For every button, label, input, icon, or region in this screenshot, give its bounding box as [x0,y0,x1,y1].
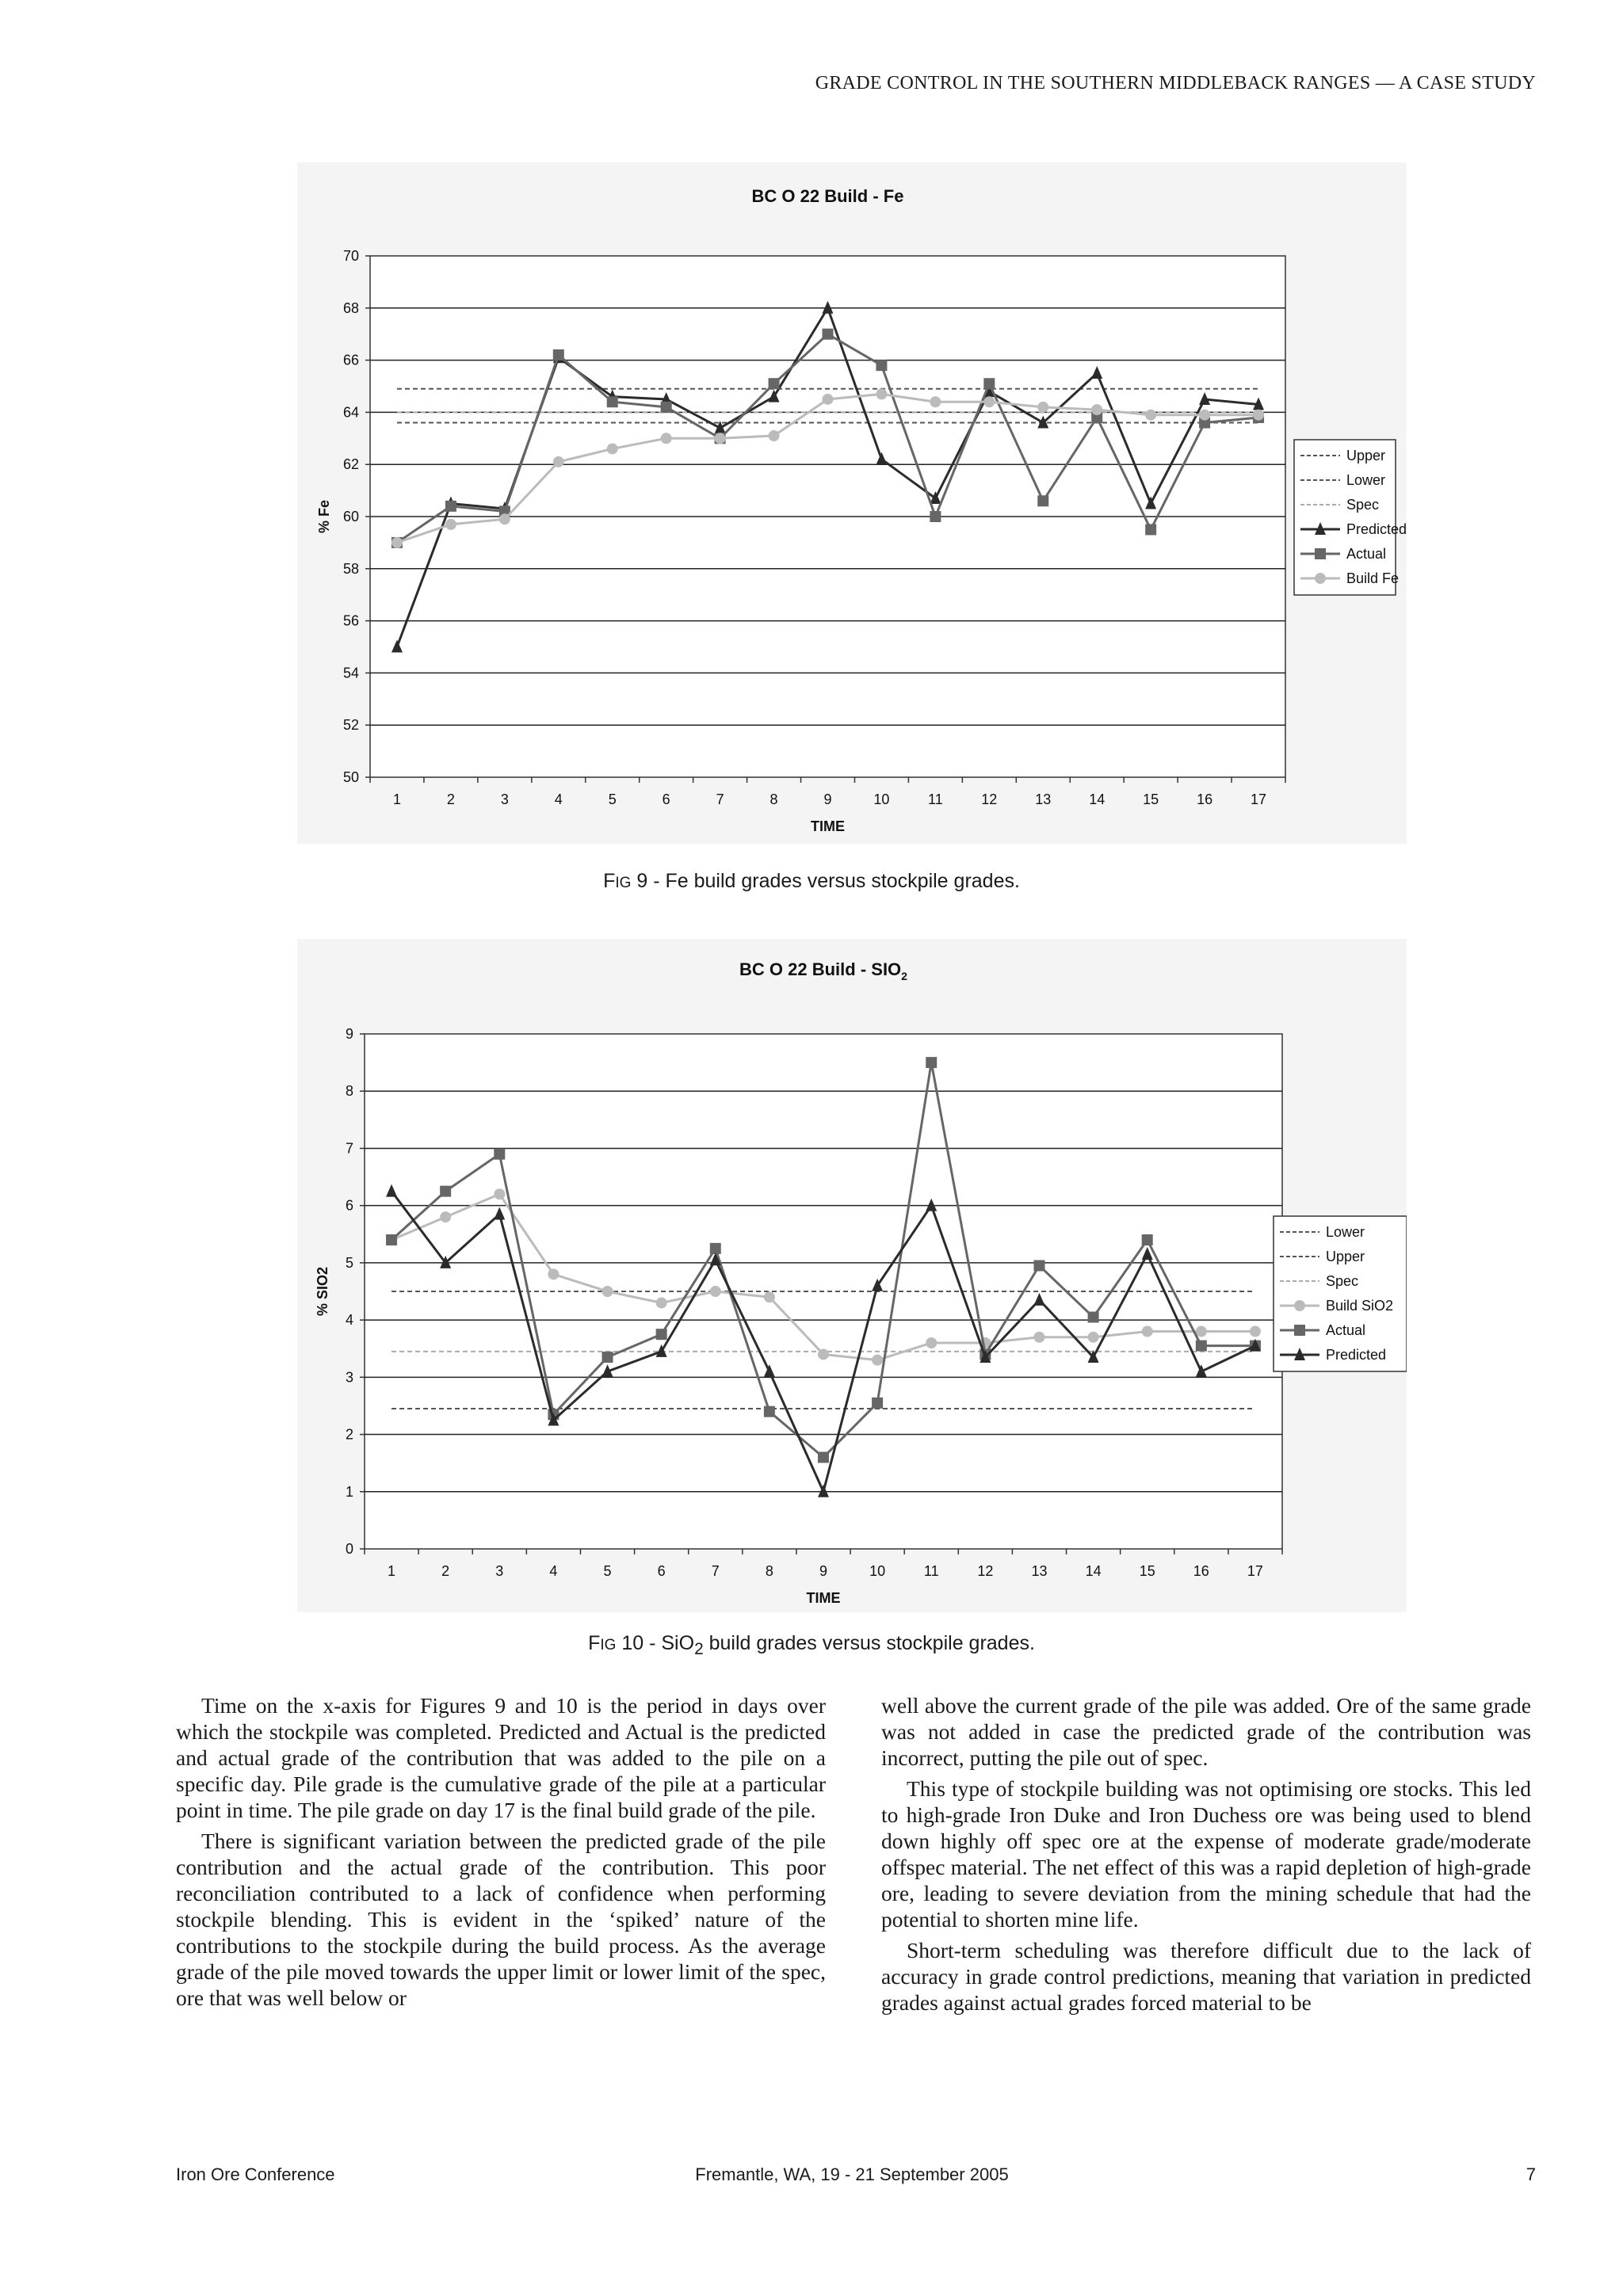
data-point-actual [769,378,780,389]
legend-entry: Actual [1326,1322,1366,1338]
chart-title: BC O 22 Build - Fe [751,186,904,206]
x-tick-label: 4 [549,1563,558,1579]
legend-entry: Spec [1326,1273,1359,1289]
data-point-actual [440,1186,451,1197]
x-tick-label: 4 [554,791,563,807]
data-point-actual [1088,1312,1099,1323]
data-point-build-fe [930,396,941,407]
y-tick-label: 8 [345,1083,353,1100]
data-point-actual [445,501,456,512]
x-tick-label: 5 [608,791,617,807]
data-point-build-fe [661,433,672,444]
y-tick-label: 54 [342,665,359,681]
x-tick-label: 10 [869,1563,886,1579]
x-tick-label: 10 [873,791,890,807]
x-tick-label: 6 [657,1563,666,1579]
data-point-build-sio2 [926,1337,937,1348]
data-point-actual [1196,1341,1207,1352]
x-tick-label: 11 [923,1563,939,1579]
legend-entry: Predicted [1346,521,1407,537]
footer-venue: Fremantle, WA, 19 - 21 September 2005 [695,2164,1009,2184]
y-axis-label: % SIO2 [315,1266,330,1317]
legend-marker [1315,573,1326,584]
x-axis-label: TIME [806,1590,841,1606]
data-point-build-fe [983,396,995,407]
data-point-actual [876,360,887,371]
figure-9-caption: FIG 9 - Fe build grades versus stockpile grades. [603,870,1020,892]
y-tick-label: 7 [345,1140,353,1157]
x-tick-label: 12 [977,1563,994,1579]
data-point-build-sio2 [1250,1326,1261,1337]
chart-title-subscript: 2 [901,970,907,982]
data-point-build-sio2 [548,1268,559,1280]
legend-entry: Build SiO2 [1326,1298,1394,1314]
data-point-build-sio2 [818,1348,829,1360]
legend-entry: Actual [1346,546,1387,562]
chart-title: BC O 22 Build - $SIO_2$ [739,959,907,982]
body-column-left [176,1692,826,2016]
y-tick-label: 58 [342,560,359,577]
x-tick-label: 2 [441,1563,450,1579]
data-point-build-fe [1145,410,1156,421]
data-point-actual [1145,524,1156,535]
x-tick-label: 7 [716,791,724,807]
x-tick-label: 17 [1247,1563,1263,1579]
x-tick-label: 11 [928,791,943,807]
footer-conference: Iron Ore Conference [176,2164,335,2184]
x-tick-label: 9 [819,1563,828,1579]
data-point-actual [386,1234,397,1245]
y-tick-label: 60 [342,509,359,524]
data-point-build-fe [823,394,834,405]
data-point-build-sio2 [1196,1326,1207,1337]
data-point-build-sio2 [1142,1326,1153,1337]
data-point-build-sio2 [440,1211,451,1222]
data-point-actual [710,1243,721,1254]
data-point-actual [872,1398,883,1409]
x-axis-label: TIME [811,818,845,834]
y-tick-label: 3 [345,1369,353,1386]
data-point-actual [661,402,672,413]
data-point-build-fe [876,388,887,399]
x-tick-label: 2 [446,791,455,807]
figure-sio2-chart [297,939,1407,1612]
legend-entry: Upper [1346,448,1386,463]
x-tick-label: 3 [495,1563,504,1579]
data-point-build-fe [715,433,726,444]
x-tick-label: 14 [1089,791,1106,807]
x-tick-label: 1 [388,1563,396,1579]
data-point-actual [607,396,618,407]
data-point-build-sio2 [656,1297,667,1308]
y-tick-label: 0 [345,1541,353,1557]
data-point-build-fe [1091,404,1102,415]
paragraph: Short-term scheduling was therefore difficult due to the lack of accuracy in grade control predictions, meaning that variation in predicted grades against actual grades forced material to be [881,1938,1531,2015]
paragraph: This type of stockpile building was not optimising ore stocks. This led to high-grade Iron Duke and Iron Duchess ore was being used to blend down highly off spec ore at the expense of moderate grade/moderate offspec material. The net effect of this was a rapid depletion of high-grade ore, leading to severe deviation from the mining schedule that had the potential to shorten mine life. [881,1776,1531,1932]
x-tick-label: 8 [765,1563,773,1579]
legend-marker [1315,548,1326,559]
data-point-actual [1142,1234,1153,1245]
y-tick-label: 66 [342,352,359,368]
data-point-actual [983,378,995,389]
y-axis-label: % Fe [316,499,332,534]
x-tick-label: 8 [769,791,778,807]
y-tick-label: 2 [345,1426,353,1443]
x-tick-label: 13 [1035,791,1052,807]
data-point-build-fe [1253,410,1264,421]
y-tick-label: 50 [342,769,359,785]
figure-fe-chart [297,162,1407,844]
legend-entry: Lower [1346,472,1386,488]
data-point-actual [930,511,941,522]
paragraph: Time on the x-axis for Figures 9 and 10 is the period in days over which the stockpile was completed. Predicted and Actual is the predicted and actual grade of the contribution that was added to the pile on a specific day. Pile grade is the cumulative grade of the pile at a particular point in time. The pile grade on day 17 is the final build grade of the pile. [176,1693,826,1822]
x-tick-label: 6 [662,791,670,807]
y-tick-label: 52 [342,717,359,734]
legend-marker [1294,1300,1305,1311]
legend-entry: Build Fe [1346,570,1400,586]
y-tick-label: 70 [342,248,359,264]
y-tick-label: 5 [345,1254,353,1271]
legend-entry: Predicted [1326,1347,1387,1363]
data-point-build-fe [1037,402,1048,413]
body-column-right [881,1692,1531,2020]
x-tick-label: 12 [981,791,998,807]
data-point-actual [553,349,564,360]
y-tick-label: 9 [345,1026,353,1042]
legend-entry: Upper [1326,1249,1365,1264]
y-tick-label: 64 [342,404,359,421]
data-point-actual [656,1329,667,1340]
data-point-build-sio2 [494,1188,505,1199]
legend-marker [1294,1325,1305,1336]
sio2-chart-svg [297,939,1407,1612]
y-tick-label: 1 [345,1483,353,1500]
running-header: GRADE CONTROL IN THE SOUTHERN MIDDLEBACK RANGES — A CASE STUDY [815,73,1536,93]
x-tick-label: 17 [1251,791,1267,807]
x-tick-label: 15 [1143,791,1159,807]
data-point-actual [602,1352,613,1363]
fe-chart-svg [297,162,1407,844]
data-point-actual [823,329,834,340]
data-point-build-sio2 [1088,1332,1099,1343]
data-point-actual [1037,495,1048,506]
data-point-build-fe [1199,410,1210,421]
x-tick-label: 14 [1085,1563,1102,1579]
data-point-build-sio2 [602,1286,613,1297]
y-tick-label: 68 [342,299,359,316]
x-tick-label: 15 [1139,1563,1155,1579]
data-point-build-sio2 [710,1286,721,1297]
data-point-actual [818,1451,829,1463]
data-point-actual [764,1406,775,1417]
data-point-build-sio2 [764,1291,775,1302]
data-point-actual [494,1149,505,1160]
paragraph: There is significant variation between the predicted grade of the pile contribution and the actual grade of the contribution. This poor reconciliation contributed to a lack of confidence when performing stockpile blending. This is evident in the ‘spiked’ nature of the contributions to the stockpile during the build process. As the average grade of the pile moved towards the upper limit or lower limit of the spec, ore that was well below or [176,1829,826,2010]
y-tick-label: 6 [345,1197,353,1214]
x-tick-label: 13 [1031,1563,1048,1579]
data-point-actual [1033,1261,1044,1272]
x-tick-label: 1 [392,791,401,807]
data-point-actual [926,1057,937,1068]
x-tick-label: 3 [500,791,509,807]
x-tick-label: 9 [823,791,832,807]
data-point-build-fe [553,456,564,467]
page-number: 7 [1526,2164,1536,2184]
x-tick-label: 7 [711,1563,720,1579]
y-tick-label: 62 [342,456,359,473]
y-tick-label: 4 [345,1312,353,1329]
legend-entry: Lower [1326,1224,1365,1240]
x-tick-label: 16 [1197,791,1213,807]
data-point-build-sio2 [872,1355,883,1366]
figure-10-caption: FIG 10 - SiO$_2$ build grades versus stockpile grades. [588,1632,1035,1658]
x-tick-label: 16 [1193,1563,1209,1579]
data-point-build-fe [391,537,403,548]
legend-entry: Spec [1346,497,1380,513]
x-tick-label: 5 [603,1563,612,1579]
data-point-build-fe [445,519,456,530]
y-tick-label: 56 [342,612,359,629]
data-point-build-fe [607,443,618,454]
data-point-build-sio2 [1033,1332,1044,1343]
data-point-build-fe [769,430,780,441]
paragraph: well above the current grade of the pile was added. Ore of the same grade was not added in case the predicted grade of the contribution was incorrect, putting the pile out of spec. [881,1693,1531,1770]
data-point-build-fe [499,513,510,524]
